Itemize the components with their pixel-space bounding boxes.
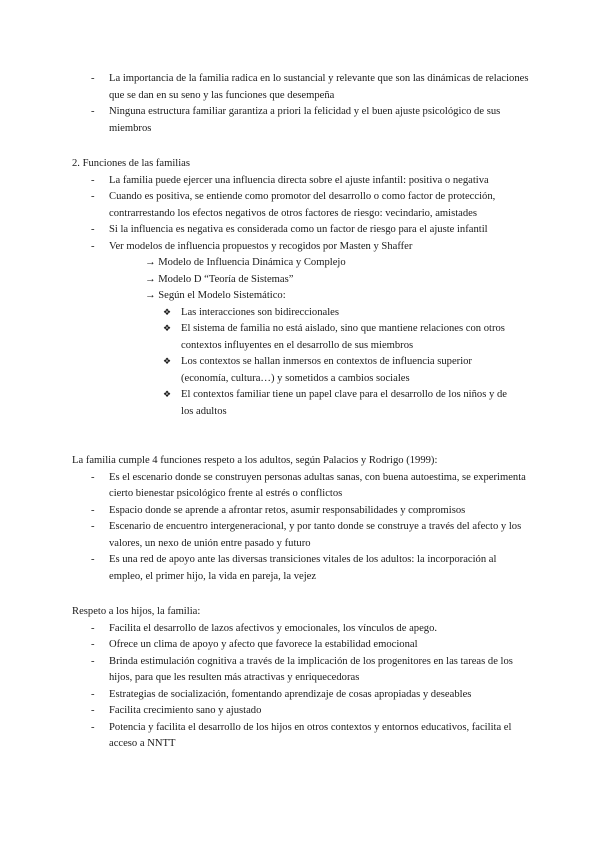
hijos-section [0,604,600,753]
list-item: - Espacio donde se aprende a afrontar retos, asumir responsabilidades y compromisos [72,503,532,520]
adultos-list [72,470,600,586]
model-item: → Modelo D “Teoría de Sistemas” [145,273,294,285]
list-item: ❖ Los contextos se hallan inmersos en contextos de influencia superior (economía, cultura…) y sometidos a cambios sociales [163,354,516,387]
section-heading: Respeto a los hijos, la familia: [72,606,201,617]
model-item: → Según el Modelo Sistemático: [145,290,286,301]
list-item: - Ver modelos de influencia propuestos y recogidos por Masten y Shaffer [72,239,532,256]
list-item: - Potencia y facilita el desarrollo de los hijos en otros contextos y entornos educativos, facilita el acceso a NNTT [72,720,532,753]
list-item: - Estrategias de socialización, fomentando aprendizaje de cosas apropiadas y deseables [72,687,532,704]
list-item: - Ofrece un clima de apoyo y afecto que favorece la estabilidad emocional [72,637,532,654]
section-heading: La familia cumple 4 funciones respeto a los adultos, según Palacios y Rodrigo (1999): [72,455,438,466]
list-item: - Facilita el desarrollo de lazos afectivos y emocionales, los vínculos de apego. [72,621,532,638]
intro-list-block [0,71,600,137]
list-item: - Brinda estimulación cognitiva a través de la implicación de los progenitores en las tareas de los hijos, para que les resulten más atractivas y enriquecedoras [72,654,532,687]
funciones-section [0,156,600,420]
list-item: - Cuando es positiva, se entiende como promotor del desarrollo o como factor de protección, contrarrestando los efectos negativos de otros factores de riesgo: vecindario, amistades [72,189,532,222]
list-item: ❖ Las interacciones son bidireccionales [163,305,516,322]
section-heading: 2. Funciones de las familias [72,158,190,169]
models-list [145,255,600,305]
list-item: - La familia puede ejercer una influencia directa sobre el ajuste infantil: positiva o negativa [72,173,532,190]
list-item: - Si la influencia es negativa es considerada como un factor de riesgo para el ajuste infantil [72,222,532,239]
sistematico-list [163,305,600,421]
list-item: - Facilita crecimiento sano y ajustado [72,703,532,720]
list-item: - Es el escenario donde se construyen personas adultas sanas, con buena autoestima, se experimenta cierto bienestar psicológico frente al estrés o conflictos [72,470,532,503]
list-item: - La importancia de la familia radica en lo sustancial y relevante que son las dinámicas de relaciones que se dan en su seno y las funciones que desempeña [72,71,532,104]
model-item: → Modelo de Influencia Dinámica y Complejo [145,257,346,268]
hijos-list [72,621,600,753]
funciones-list [72,173,600,256]
intro-list [72,71,600,137]
list-item: ❖ El contextos familiar tiene un papel clave para el desarrollo de los niños y de los adultos [163,387,516,420]
list-item: - Escenario de encuentro intergeneracional, y por tanto donde se construye a través del afecto y los valores, un nexo de unión entre pasado y futuro [72,519,532,552]
list-item: - Ninguna estructura familiar garantiza a priori la felicidad y el buen ajuste psicológico de sus miembros [72,104,532,137]
adultos-section [0,453,600,585]
list-item: - Es una red de apoyo ante las diversas transiciones vitales de los adultos: la incorporación al empleo, el primer hijo, la vida en pareja, la vejez [72,552,532,585]
list-item: ❖ El sistema de familia no está aislado, sino que mantiene relaciones con otros contextos influyentes en el desarrollo de sus miembros [163,321,516,354]
